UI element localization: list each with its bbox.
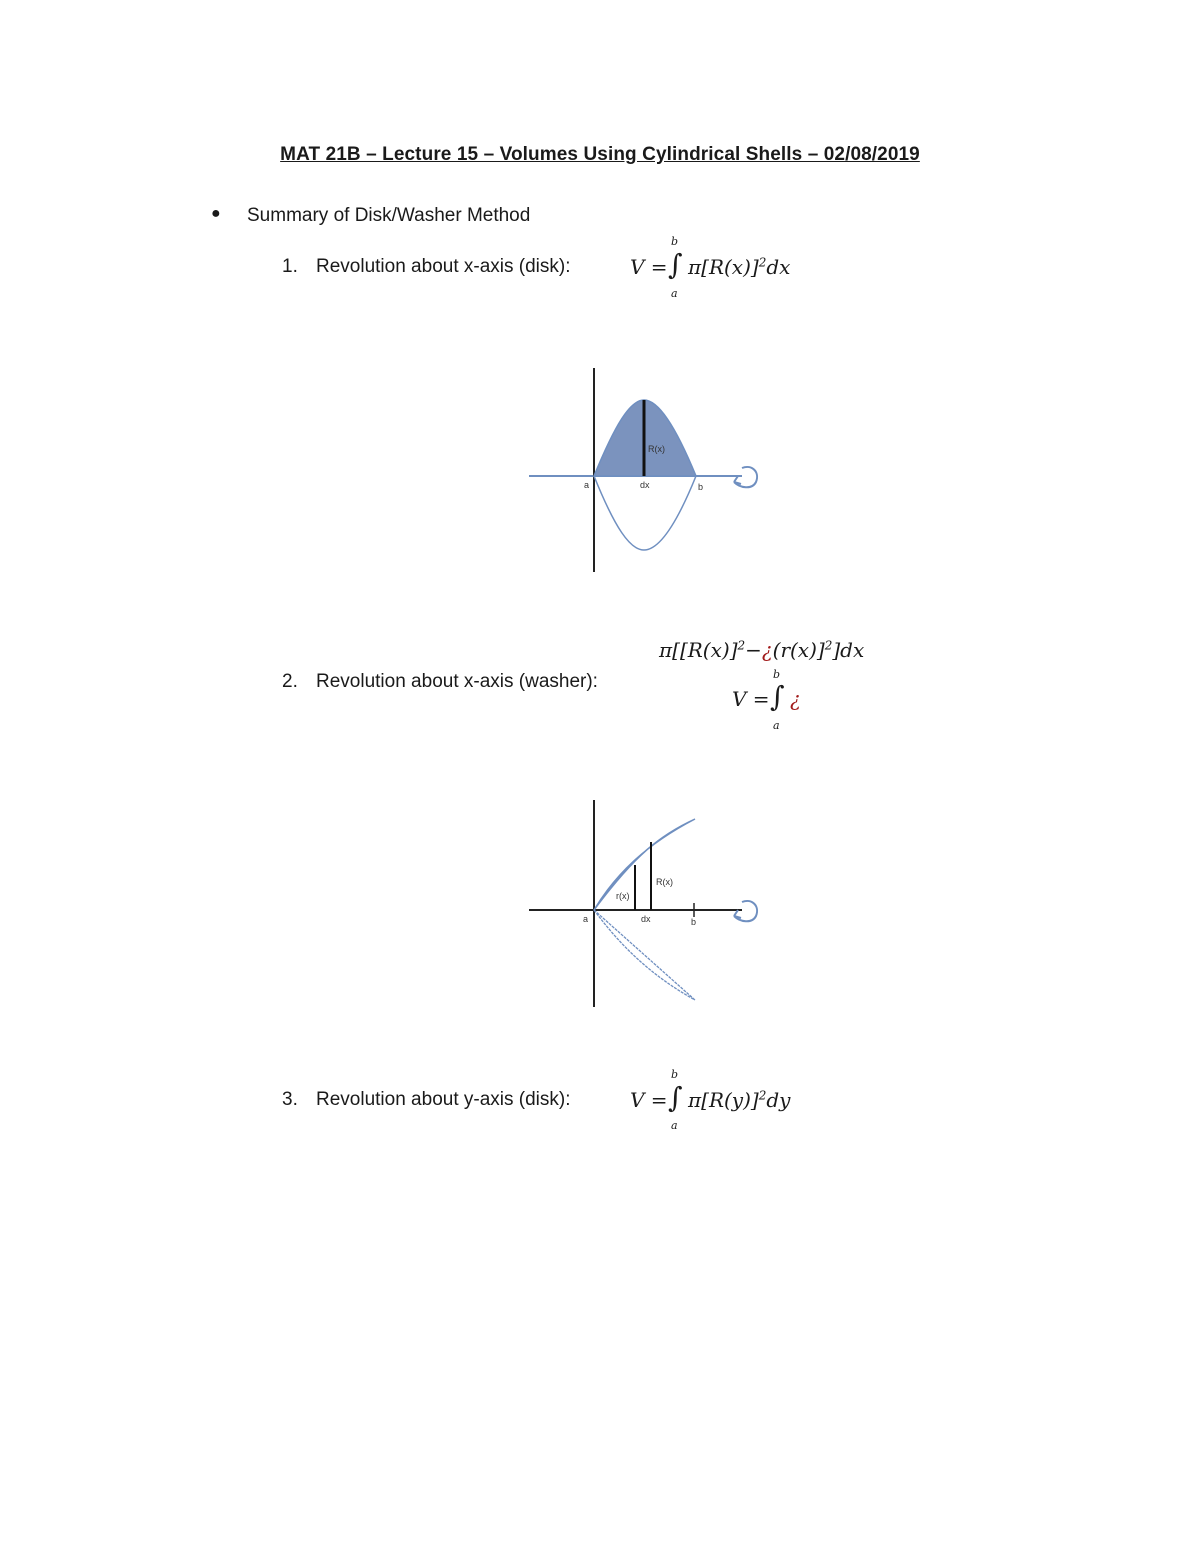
- formula-lhs: V =: [630, 255, 668, 279]
- item-text: Revolution about x-axis (washer):: [316, 671, 598, 692]
- list-item-3: [282, 1089, 571, 1111]
- lower-limit: a: [671, 1119, 678, 1132]
- formula-body: $\pi[R(x)]^2dx$: [688, 255, 791, 279]
- integral-sign: ∫: [668, 248, 683, 281]
- formula-red-char: ¿: [790, 687, 801, 711]
- item-number: 3.: [282, 1089, 298, 1110]
- label-a: a: [583, 914, 589, 924]
- label-dx: dx: [641, 914, 651, 924]
- list-item-1: [282, 256, 571, 278]
- formula-numerator: $\pi[[R(x)]^2-¿(r(x)]^2]dx$: [659, 638, 865, 662]
- label-dx: dx: [640, 480, 650, 490]
- list-item-2: [282, 671, 598, 693]
- upper-limit: b: [671, 1068, 679, 1081]
- label-b: b: [691, 917, 697, 927]
- page-title: MAT 21B – Lecture 15 – Volumes Using Cylindrical Shells – 02/08/2019: [280, 144, 920, 165]
- arrow-head: [734, 476, 741, 484]
- label-b: b: [698, 482, 704, 492]
- upper-limit: b: [671, 235, 679, 248]
- washer-figure: [520, 795, 760, 1015]
- integral-sign: ∫: [668, 1081, 683, 1114]
- lower-limit: a: [671, 287, 678, 300]
- lower-limit: a: [773, 719, 780, 732]
- bullet-text: Summary of Disk/Washer Method: [247, 205, 531, 226]
- bullet-icon: ●: [211, 205, 221, 222]
- item-text: Revolution about y-axis (disk):: [316, 1089, 571, 1110]
- label-R: R(x): [648, 444, 665, 454]
- item-number: 2.: [282, 671, 298, 692]
- formula-body: $\pi[R(y)]^2dy$: [688, 1088, 791, 1112]
- formula-lhs: V =: [732, 687, 770, 711]
- shaded-region: [594, 819, 695, 910]
- formula-lhs: V =: [630, 1088, 668, 1112]
- arrow-head: [734, 910, 741, 918]
- label-r: r(x): [616, 891, 630, 901]
- item-number: 1.: [282, 256, 298, 277]
- disk-figure: [520, 360, 760, 580]
- integral-sign: ∫: [770, 680, 785, 713]
- label-R: R(x): [656, 877, 673, 887]
- upper-limit: b: [773, 668, 781, 681]
- label-a: a: [584, 480, 590, 490]
- item-text: Revolution about x-axis (disk):: [316, 256, 571, 277]
